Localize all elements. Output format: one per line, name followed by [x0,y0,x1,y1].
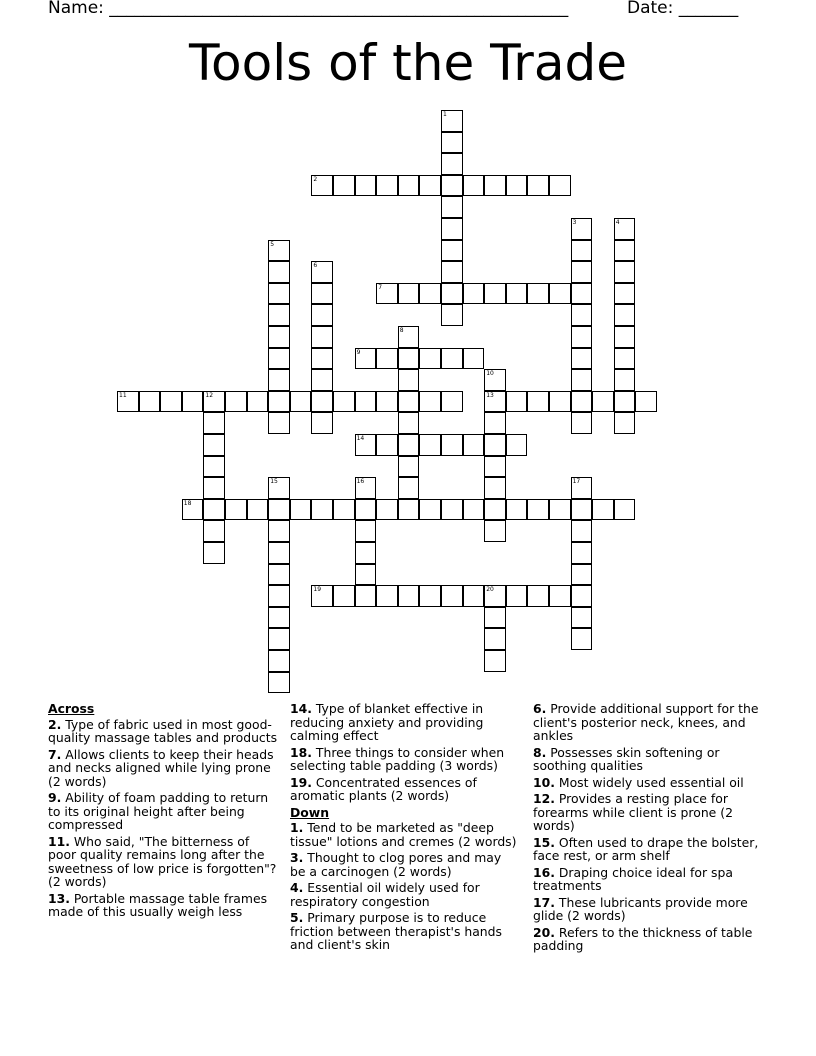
grid-cell[interactable] [484,434,506,456]
clue-item [48,791,278,832]
grid-cell[interactable] [614,304,636,326]
grid-cell[interactable] [419,283,441,305]
clue-num: 16. [533,864,555,880]
grid-cell[interactable] [441,499,463,521]
grid-cell[interactable] [419,348,441,370]
section-heading-down: Down [290,804,330,820]
clue-text: Concentrated essences of aromatic plants (2 words) [290,774,477,803]
grid-cell[interactable] [441,391,463,413]
grid-cell[interactable] [290,391,312,413]
clue-item [290,702,520,743]
grid-cell[interactable] [268,628,290,650]
grid-cell[interactable] [441,585,463,607]
grid-cell[interactable] [398,391,420,413]
clue-text: Primary purpose is to reduce friction between therapist's hands and client's skin [290,910,502,952]
clue-num: 4. [290,880,304,895]
grid-cell[interactable] [571,283,593,305]
clue-item [533,702,763,743]
clue-number: 1 [443,111,447,118]
grid-cell[interactable] [484,585,506,607]
grid-cell[interactable] [506,434,528,456]
grid-cell[interactable] [117,391,139,413]
grid-cell[interactable] [160,391,182,413]
grid-cell[interactable] [527,175,549,197]
clue-number: 12 [205,391,214,399]
grid-cell[interactable] [614,261,636,283]
grid-cell[interactable] [614,240,636,262]
grid-cell[interactable] [311,175,333,197]
grid-cell[interactable] [203,520,225,542]
clue-item [48,835,278,889]
clue-text: Tend to be marketed as "deep tissue" lotions and cremes (2 words) [290,820,517,849]
clue-item [290,911,520,952]
grid-cell[interactable] [247,391,269,413]
grid-cell[interactable] [268,391,290,413]
grid-cell[interactable] [268,412,290,434]
grid-cell[interactable] [376,175,398,197]
grid-cell[interactable] [268,585,290,607]
grid-cell[interactable] [268,542,290,564]
grid-cell[interactable] [441,240,463,262]
grid-cell[interactable] [484,520,506,542]
grid-cell[interactable] [614,283,636,305]
grid-cell[interactable] [592,499,614,521]
grid-cell[interactable] [463,175,485,197]
clue-item [533,792,763,833]
grid-cell[interactable] [355,520,377,542]
grid-cell[interactable] [484,391,506,413]
grid-cell[interactable] [549,283,571,305]
clue-text: Essential oil widely used for respiratory congestion [290,880,480,909]
grid-cell[interactable] [549,585,571,607]
grid-cell[interactable] [268,283,290,305]
grid-cell[interactable] [441,110,463,132]
clue-item [533,926,763,953]
grid-cell[interactable] [614,326,636,348]
grid-cell[interactable] [506,585,528,607]
grid-cell[interactable] [419,585,441,607]
grid-cell[interactable] [311,261,333,283]
grid-cell[interactable] [398,434,420,456]
grid-cell[interactable] [398,283,420,305]
grid-cell[interactable] [441,283,463,305]
section-heading-across: Across [48,701,95,716]
grid-cell[interactable] [419,391,441,413]
clue-text: Most widely used essential oil [554,774,744,790]
clue-number: 17 [572,478,581,486]
grid-cell[interactable] [484,456,506,478]
grid-cell[interactable] [484,650,506,672]
clue-number: 15 [270,478,278,486]
grid-cell[interactable] [398,369,420,391]
grid-cell[interactable] [549,499,571,521]
grid-cell[interactable] [463,283,485,305]
grid-cell[interactable] [225,391,247,413]
clue-num: 12. [533,791,555,806]
grid-cell[interactable] [182,391,204,413]
clue-num: 9. [48,790,62,805]
clue-number: 16 [356,478,365,486]
grid-cell[interactable] [203,456,225,478]
grid-cell[interactable] [268,672,290,694]
clue-item [290,851,520,878]
grid-cell[interactable] [333,585,355,607]
grid-cell[interactable] [571,585,593,607]
grid-cell[interactable] [527,499,549,521]
grid-cell[interactable] [549,391,571,413]
clue-column-2 [290,702,520,955]
grid-cell[interactable] [571,564,593,586]
grid-cell[interactable] [506,391,528,413]
clue-number: 6 [313,262,318,270]
clue-num: 11. [48,833,70,849]
grid-cell[interactable] [311,348,333,370]
clue-num: 14. [290,701,312,716]
clue-item [533,746,763,773]
grid-cell[interactable] [333,499,355,521]
grid-cell[interactable] [268,499,290,521]
grid-cell[interactable] [139,391,161,413]
clue-number: 5 [270,240,275,248]
clue-num: 6. [533,701,547,716]
grid-cell[interactable] [571,326,593,348]
clue-num: 3. [290,850,304,865]
clue-number: 18 [183,499,192,507]
grid-cell[interactable] [333,391,355,413]
grid-cell[interactable] [571,369,593,391]
name-field[interactable]: Name: ______________________________________________________ [48,0,569,18]
grid-cell[interactable] [571,542,593,564]
grid-cell[interactable] [268,348,290,370]
grid-cell[interactable] [441,196,463,218]
clue-item [533,776,763,790]
clue-num: 18. [290,744,312,760]
grid-cell[interactable] [463,585,485,607]
grid-cell[interactable] [268,261,290,283]
grid-cell[interactable] [441,261,463,283]
clue-text: Type of fabric used in most good-quality massage tables and products [48,716,278,745]
grid-cell[interactable] [614,391,636,413]
grid-cell[interactable] [355,391,377,413]
clue-number: 4 [615,219,620,226]
clue-text: Allows clients to keep their heads and necks aligned while lying prone (2 words) [48,746,274,789]
clue-text: Three things to consider when selecting table padding (3 words) [290,744,505,773]
grid-cell[interactable] [571,628,593,650]
grid-cell[interactable] [268,326,290,348]
grid-cell[interactable] [376,499,398,521]
clue-number: 20 [486,586,494,594]
clue-num: 5. [290,910,304,925]
clue-text: Refers to the thickness of table padding [533,924,753,953]
clue-num: 19. [290,774,312,790]
grid-cell[interactable] [268,369,290,391]
clue-num: 13. [48,890,70,906]
grid-cell[interactable] [614,348,636,370]
grid-cell[interactable] [571,218,593,240]
clue-number: 3 [572,219,577,226]
grid-cell[interactable] [484,175,506,197]
grid-cell[interactable] [225,499,247,521]
grid-cell[interactable] [571,348,593,370]
grid-cell[interactable] [484,412,506,434]
grid-cell[interactable] [571,499,593,521]
grid-cell[interactable] [247,499,269,521]
grid-cell[interactable] [419,499,441,521]
grid-cell[interactable] [355,477,377,499]
clue-column-3 [533,702,763,956]
grid-cell[interactable] [463,434,485,456]
clue-num: 20. [533,924,555,940]
grid-cell[interactable] [484,477,506,499]
grid-cell[interactable] [311,283,333,305]
grid-cell[interactable] [441,434,463,456]
grid-cell[interactable] [398,456,420,478]
grid-cell[interactable] [527,585,549,607]
grid-cell[interactable] [441,304,463,326]
page-title: Tools of the Trade [189,34,627,92]
grid-cell[interactable] [571,240,593,262]
clue-num: 7. [48,746,62,762]
grid-cell[interactable] [419,175,441,197]
grid-cell[interactable] [268,607,290,629]
clue-num: 15. [533,834,555,850]
clue-num: 8. [533,744,547,760]
grid-cell[interactable] [268,477,290,499]
grid-cell[interactable] [268,304,290,326]
grid-cell[interactable] [355,542,377,564]
grid-cell[interactable] [463,499,485,521]
grid-cell[interactable] [268,564,290,586]
clue-number: 13 [486,391,494,399]
grid-cell[interactable] [311,326,333,348]
clue-text: These lubricants provide more glide (2 words) [533,894,748,923]
grid-cell[interactable] [419,434,441,456]
grid-cell[interactable] [614,218,636,240]
clue-number: 9 [356,348,361,356]
clue-item [290,746,520,773]
clue-item [48,748,278,789]
grid-cell[interactable] [398,175,420,197]
grid-cell[interactable] [441,218,463,240]
grid-cell[interactable] [441,348,463,370]
grid-cell[interactable] [571,391,593,413]
grid-cell[interactable] [376,348,398,370]
grid-cell[interactable] [311,391,333,413]
grid-cell[interactable] [484,607,506,629]
grid-cell[interactable] [571,520,593,542]
grid-cell[interactable] [355,499,377,521]
date-field[interactable]: Date: _______ [627,0,739,18]
grid-cell[interactable] [398,412,420,434]
grid-cell[interactable] [506,175,528,197]
grid-cell[interactable] [333,175,355,197]
grid-cell[interactable] [311,369,333,391]
grid-cell[interactable] [203,499,225,521]
grid-cell[interactable] [268,650,290,672]
clue-number: 14 [356,435,365,442]
clue-num: 2. [48,716,62,732]
grid-cell[interactable] [355,564,377,586]
grid-cell[interactable] [635,391,657,413]
grid-cell[interactable] [398,348,420,370]
clue-text: Thought to clog pores and may be a carcinogen (2 words) [290,850,502,879]
grid-cell[interactable] [376,434,398,456]
grid-cell[interactable] [506,499,528,521]
grid-cell[interactable] [398,499,420,521]
grid-cell[interactable] [290,499,312,521]
grid-cell[interactable] [484,369,506,391]
grid-cell[interactable] [376,283,398,305]
clue-item [48,718,278,745]
grid-cell[interactable] [463,348,485,370]
grid-cell[interactable] [571,412,593,434]
grid-cell[interactable] [203,477,225,499]
grid-cell[interactable] [203,434,225,456]
grid-cell[interactable] [592,391,614,413]
clue-item [533,866,763,893]
grid-cell[interactable] [203,391,225,413]
grid-cell[interactable] [571,304,593,326]
grid-cell[interactable] [311,304,333,326]
grid-cell[interactable] [527,283,549,305]
grid-cell[interactable] [311,585,333,607]
clue-item [290,776,520,803]
clue-text: Type of blanket effective in reducing anxiety and providing calming effect [290,701,484,743]
clue-num: 1. [290,820,304,835]
grid-cell[interactable] [398,326,420,348]
grid-cell[interactable] [571,261,593,283]
grid-cell[interactable] [268,520,290,542]
grid-cell[interactable] [441,153,463,175]
grid-cell[interactable] [571,477,593,499]
grid-cell[interactable] [484,499,506,521]
clue-text: Draping choice ideal for spa treatments [533,864,733,893]
grid-cell[interactable] [355,348,377,370]
clue-num: 10. [533,774,555,790]
grid-cell[interactable] [311,412,333,434]
grid-cell[interactable] [355,434,377,456]
grid-cell[interactable] [311,499,333,521]
grid-cell[interactable] [506,283,528,305]
grid-cell[interactable] [203,412,225,434]
grid-cell[interactable] [268,240,290,262]
grid-cell[interactable] [549,175,571,197]
clue-number: 11 [119,391,127,399]
clue-number: 7 [378,283,383,291]
clue-text: Provide additional support for the client's posterior neck, knees, and ankles [533,701,759,743]
grid-cell[interactable] [355,585,377,607]
clue-num: 17. [533,894,555,910]
clue-item [533,836,763,863]
clue-text: Provides a resting place for forearms while client is prone (2 words) [533,791,733,833]
grid-cell[interactable] [441,175,463,197]
grid-cell[interactable] [376,391,398,413]
clue-item [290,881,520,908]
grid-cell[interactable] [182,499,204,521]
grid-cell[interactable] [614,499,636,521]
grid-cell[interactable] [441,132,463,154]
clue-number: 8 [399,327,404,334]
grid-cell[interactable] [484,283,506,305]
clue-text: Often used to drape the bolster, face rest, or arm shelf [533,834,759,863]
clue-text: Portable massage table frames made of this usually weigh less [48,890,268,919]
clue-item [533,896,763,923]
grid-cell[interactable] [484,628,506,650]
clue-column-1 [48,702,278,922]
grid-cell[interactable] [527,391,549,413]
clue-number: 2 [313,175,318,183]
clue-number: 19 [313,586,322,594]
grid-cell[interactable] [398,585,420,607]
clue-text: Who said, "The bitterness of poor quality remains long after the sweetness of low price is forgotten"? (2 words) [48,833,277,889]
grid-cell[interactable] [376,585,398,607]
grid-cell[interactable] [614,412,636,434]
clue-item [290,821,520,848]
clue-text: Possesses skin softening or soothing qualities [533,744,720,773]
grid-cell[interactable] [614,369,636,391]
clue-text: Ability of foam padding to return to its original height after being compressed [48,790,269,832]
clue-number: 10 [486,370,494,378]
grid-cell[interactable] [203,542,225,564]
grid-cell[interactable] [355,175,377,197]
clue-item [48,892,278,919]
grid-cell[interactable] [398,477,420,499]
grid-cell[interactable] [571,607,593,629]
